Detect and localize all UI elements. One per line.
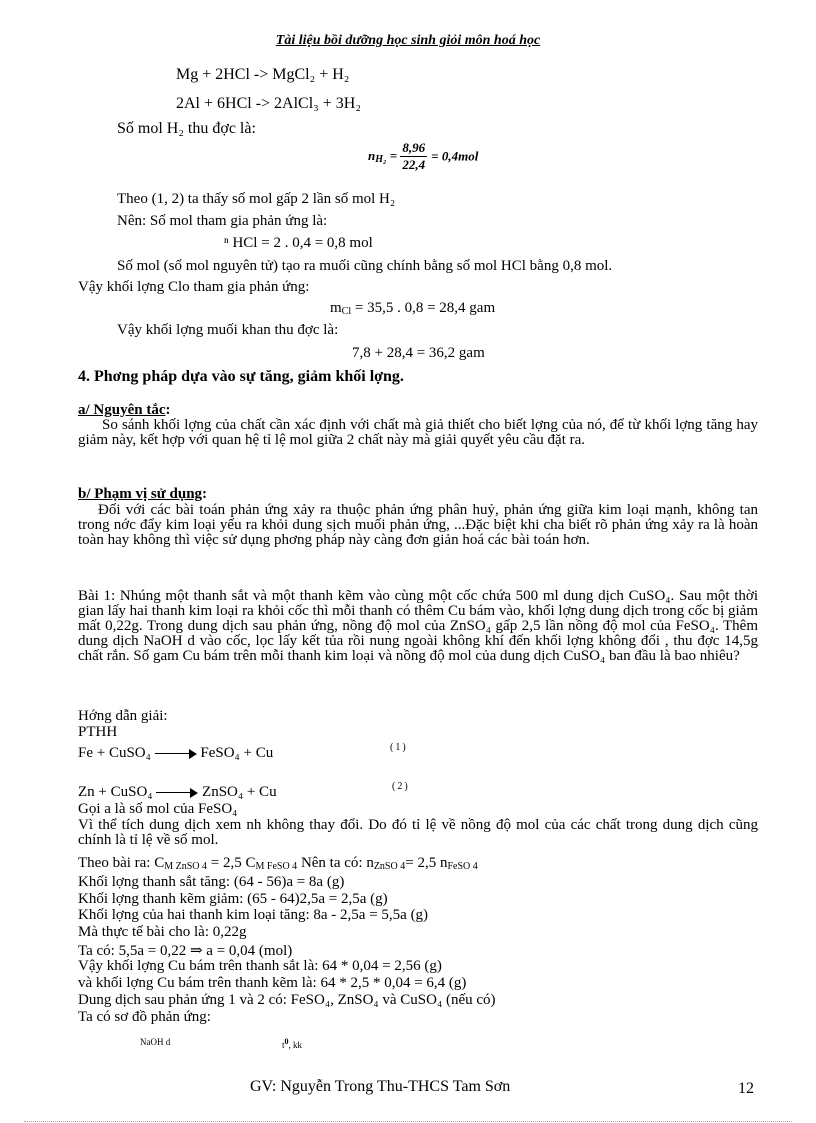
so-mol-text: Số mol (số mol nguyên tử) tạo ra muối cũng chính bằng số mol HCl bằng 0,8 mol. (117, 258, 613, 274)
result-line: và khối lợng Cu bám trên thanh kẽm là: 64 * 2,5 * 0,04 = 6,4 (g) (78, 975, 467, 991)
theo-bai-ra: Theo bài ra: C (78, 855, 165, 871)
reaction-1-right: FeSO₄ + Cu (200, 745, 274, 761)
c-mid: = 2,5 C (207, 855, 256, 871)
t-label: t (282, 1040, 285, 1050)
ta-co-a-line: Ta có: 5,5a = 0,22 ⇒ a = 0,04 (mol) (78, 943, 293, 959)
a-heading: a/ Nguyên tắc: (78, 402, 171, 418)
text-line: Vì thể tích dung dịch xem nh không thay đổi. Do đó tỉ lệ về nồng độ mol của các chất trong dung dịch cũng chính là tỉ lệ về số mol. (78, 817, 758, 848)
calc-line: Khối lợng của hai thanh kim loại tăng: 8a - 2,5a = 5,5a (g) (78, 907, 429, 923)
mol-h2-text: Số mol H₂ thu đợc là: (117, 120, 256, 137)
result-line: Dung dịch sau phản ứng 1 và 2 có: FeSO₄, ZnSO₄ và CuSO₄ (nếu có) (78, 992, 496, 1008)
t0-kk-label (282, 1037, 302, 1050)
theo-text: Theo (1, 2) ta thấy số mol gấp 2 lần số mol H₂ (117, 191, 396, 207)
n-hcl-text: ⁿ HCl = 2 . 0,4 = 0,8 mol (224, 235, 373, 251)
equation-al: 2Al + 6HCl -> 2AlCl₃ + 3H₂ (176, 95, 361, 112)
calc-line: Khối lợng thanh sắt tăng: (64 - 56)a = 8a (g) (78, 874, 345, 890)
page-number: 12 (738, 1080, 754, 1097)
section-4-heading: 4. Phơng pháp dựa vào sự tăng, giảm khối lợng. (78, 368, 404, 385)
result-line: Vậy khối lợng Cu bám trên thanh sắt là: 64 * 0,04 = 2,56 (g) (78, 958, 442, 974)
page-header: Tài liệu bồi dưỡng học sinh giỏi môn hoá học (275, 33, 541, 48)
calc-line: Mà thực tế bài cho là: 0,22g (78, 924, 247, 940)
t0-sup: 0 (284, 1037, 289, 1046)
a-title: a/ Nguyên tắc (78, 402, 166, 418)
m-cl-rest: = 35,5 . 0,8 = 28,4 gam (351, 300, 496, 316)
n-mid: = 2,5 n (405, 855, 448, 871)
formula-lhs: n (368, 148, 376, 163)
vay-cl-text: Vậy khối lợng Clo tham gia phản ứng: (78, 279, 310, 295)
reaction-2-right: ZnSO₄ + Cu (202, 784, 277, 800)
reaction-1-left: Fe + CuSO₄ (78, 745, 151, 761)
formula-n-h2: $n_{H_2}$ = $\frac{8,96}{22,4}$ = 0,4mol (368, 140, 479, 172)
kk-label: , kk (288, 1040, 303, 1050)
b-title: b/ Phạm vị sử dụng (78, 486, 203, 502)
nen-text: Nên: Số mol tham gia phản ứng là: (117, 213, 328, 229)
c-znso4-sub: M ZnSO 4 (164, 861, 208, 872)
vay-muoi-text: Vậy khối lợng muối khan thu đợc là: (117, 322, 339, 338)
m-cl-sub: Cl (341, 306, 352, 317)
m-cl-text (330, 300, 495, 317)
formula-rhs: = 0,4mol (431, 148, 479, 164)
text-line: Gọi a là số mol của FeSO₄ (78, 801, 238, 817)
bai-1-body: Bài 1: Nhúng một thanh sắt và một thanh kẽm vào cùng một cốc chứa 500 ml dung dịch CuSO₄. Sau một thời gian lấy hai thanh kim loại ra khỏi cốc thì mỗi thanh có thêm Cu bám vào, khối lợng dung dịch trong cốc bị giảm mất 0,22g. Trong dung dịch sau phản ứng, nồng độ mol của ZnSO₄ gấp 2,5 lần nồng độ mol của FeSO₄. Thêm dung dịch NaOH d vào cốc, lọc lấy kết tủa rồi nung ngoài không khí đến khối lợng không đổi , thu đợc 14,5g chất rắn. Số gam Cu bám trên mỗi thanh kim loại và nồng độ mol của dung dịch CuSO₄ ban đầu là bao nhiêu? (78, 588, 758, 664)
reaction-1 (78, 745, 273, 762)
result-line: Ta có sơ đồ phản ứng: (78, 1009, 211, 1025)
arrow-icon (156, 788, 198, 798)
reaction-2 (78, 784, 277, 801)
reaction-1-number: (1) (390, 742, 408, 753)
a-body: So sánh khối lợng của chất cần xác định với chất mà giả thiết cho biết lợng của nó, để từ khối lợng tăng hay giảm này, kết hợp với quan hệ tỉ lệ mol giữa 2 chất này mà giải quyết yêu cầu đặt ra. (78, 417, 758, 448)
pthh-text: PTHH (78, 724, 118, 740)
reaction-2-left: Zn + CuSO₄ (78, 784, 153, 800)
arrow-icon (155, 749, 197, 759)
n-feso4-sub: FeSO 4 (447, 861, 478, 872)
c-nen: Nên ta có: n (297, 855, 374, 871)
huong-dan-text: Hớng dẫn giải: (78, 708, 168, 724)
theo-bai-ra-line (78, 855, 478, 872)
formula-fraction (400, 140, 427, 173)
formula-numerator: 8,96 (402, 140, 426, 155)
c-feso4-sub: M FeSO 4 (255, 861, 298, 872)
formula-lhs-sub: H₂ (375, 154, 387, 165)
equation-mg: Mg + 2HCl -> MgCl₂ + H₂ (176, 66, 350, 83)
naoh-label: NaOH d (140, 1037, 171, 1047)
n-znso4-sub: ZnSO 4 (373, 861, 406, 872)
total-text: 7,8 + 28,4 = 36,2 gam (352, 345, 485, 361)
reaction-2-number: (2) (392, 781, 410, 792)
footer-author: GV: Nguyễn Trong Thu-THCS Tam Sơn (250, 1078, 511, 1095)
b-heading: b/ Phạm vị sử dụng: (78, 486, 208, 502)
b-body: Đối với các bài toán phản ứng xảy ra thuộc phản ứng phân huỷ, phản ứng giữa kim loại mạnh, không tan trong nớc đẩy kim loại yếu ra khỏi dung sịch muối phản ứng, ...Đặc biệt khi cha biết rõ phản ứng xảy ra là hoàn toàn hay không thì việc sử dụng phơng pháp này càng đơn giản hoá các bài toán hơn. (78, 502, 758, 548)
formula-denominator: 22,4 (402, 157, 426, 172)
page-divider (24, 1121, 792, 1122)
calc-line: Khối lợng thanh kẽm giảm: (65 - 64)2,5a = 2,5a (g) (78, 891, 388, 907)
m-cl-m: m (330, 300, 342, 316)
